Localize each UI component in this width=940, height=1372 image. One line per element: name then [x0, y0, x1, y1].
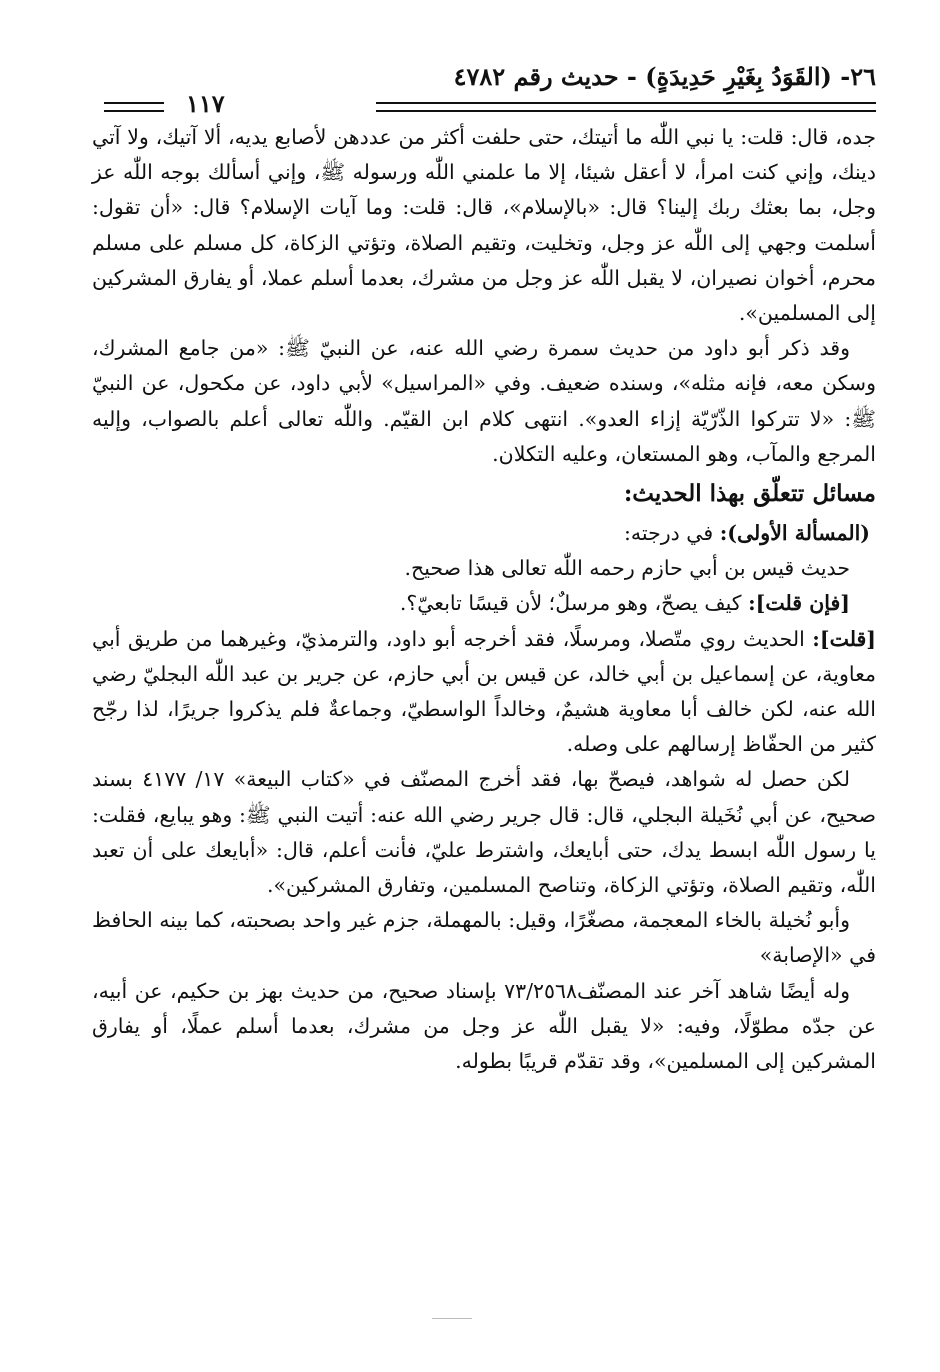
issue-one-statement: حديث قيس بن أبي حازم رحمه اللّٰه تعالى هذا صحيح.: [404, 556, 850, 581]
paragraph: وأبو نُخيلة بالخاء المعجمة، مصغّرًا، وقيل: بالمهملة، جزم غير واحد بصحبته، كما بينه الحافظ في «الإصابة»: [92, 908, 876, 968]
issue-one-text: في درجته:: [623, 521, 714, 546]
answer-paragraph: [92, 622, 876, 763]
paragraph: لكن حصل له شواهد، فيصحّ بها، فقد أخرج المصنّف في «كتاب البيعة» ١٧/ ٤١٧٧ بسند صحيح، عن أبي نُخَيلة البجلي، قال: قال جرير رضي الله عنه: أتيت النبي ﷺ: وهو يبايع، فقلت: يا رسول اللّٰه ابسط يدك، حتى أبايعك، واشترط عليّ، فأنت أعلم، قال: «أبايعك على أن تعبد اللّٰه، وتقيم الصلاة، وتؤتي الزكاة، وتناصح المسلمين، وتفارق المشركين».: [92, 767, 876, 898]
paragraph: وله أيضًا شاهد آخر عند المصنّف٧٣/٢٥٦٨ بإسناد صحيح، من حديث بهز بن حكيم، عن أبيه، عن جدّه مطوّلًا، وفيه: «لا يقبل اللّٰه عز وجل من مشرك، بعدما أسلم عملًا، أو يفارق المشركين إلى المسلمين»، وقد تقدّم قريبًا بطوله.: [92, 978, 876, 1074]
issue-one-line: [92, 516, 876, 551]
header-rule-short: [104, 102, 164, 112]
running-title: ٢٦- (القَوَدُ بِغَيْرِ حَدِيدَةٍ) - حديث رقم ٤٧٨٢: [453, 62, 876, 91]
question-label: [فإن قلت]:: [748, 591, 850, 616]
footer-mark: [432, 1318, 472, 1319]
book-page: [92, 58, 876, 1328]
paragraph: وقد ذكر أبو داود من حديث سمرة رضي الله عنه، عن النبيّ ﷺ: «من جامع المشرك، وسكن معه، فإنه مثله»، وسنده ضعيف. وفي «المراسيل» لأبي داود، عن مكحول، عن النبيّ ﷺ: «لا تتركوا الذّرّيّة إزاء العدو». انتهى كلام ابن القيّم. واللّٰه تعالى أعلم بالصواب، وإليه المرجع والمآب، وهو المستعان، وعليه التكلان.: [92, 336, 876, 466]
section-heading: مسائل تتعلّق بهذا الحديث:: [623, 480, 876, 508]
question-line: [92, 586, 876, 621]
paragraph: جده، قال: قلت: يا نبي اللّٰه ما أتيتك، حتى حلفت أكثر من عددهن لأصابع يديه، ألا آتيك، ولا آتي دينك، وإني كنت امرأ، لا أعقل شيئا، إلا ما علمني اللّٰه ورسوله ﷺ، وإني أسألك بوجه اللّٰه عز وجل، بما بعثك ربك إلينا؟ قال: «بالإسلام»، قال: قلت: وما آيات الإسلام؟ قال: «أن تقول: أسلمت وجهي إلى اللّٰه عز وجل، وتخليت، وتقيم الصلاة، وتؤتي الزكاة، كل مسلم على مسلم محرم، أخوان نصيران، لا يقبل اللّٰه عز وجل من مشرك، بعدما أسلم عملا، أو يفارق المشركين إلى المسلمين».: [92, 125, 876, 326]
issue-one-label: (المسألة الأولى):: [719, 521, 870, 546]
header-rule: [376, 102, 876, 112]
answer-text: الحديث روي متّصلا، ومرسلًا، فقد أخرجه أبو داود، والترمذيّ، وغيرهما من طريق أبي معاوية، عن إسماعيل بن أبي خالد، عن قيس بن أبي حازم، عن جرير بن عبد اللّٰه البجليّ رضي الله عنه، لكن خالف أبا معاوية هشيمٌ، وخالداً الواسطيّ، وجماعةٌ فلم يذكروا جريرًا، لذا رجّح كثير من الحفّاظ إرسالهم على وصله.: [92, 626, 876, 757]
page-header: [92, 58, 876, 118]
page-number: ١١٧: [180, 89, 231, 118]
answer-label: [قلت]:: [812, 626, 876, 651]
question-text: كيف يصحّ، وهو مرسلٌ؛ لأن قيسًا تابعيّ؟.: [399, 591, 742, 616]
page-body: [92, 120, 876, 1079]
